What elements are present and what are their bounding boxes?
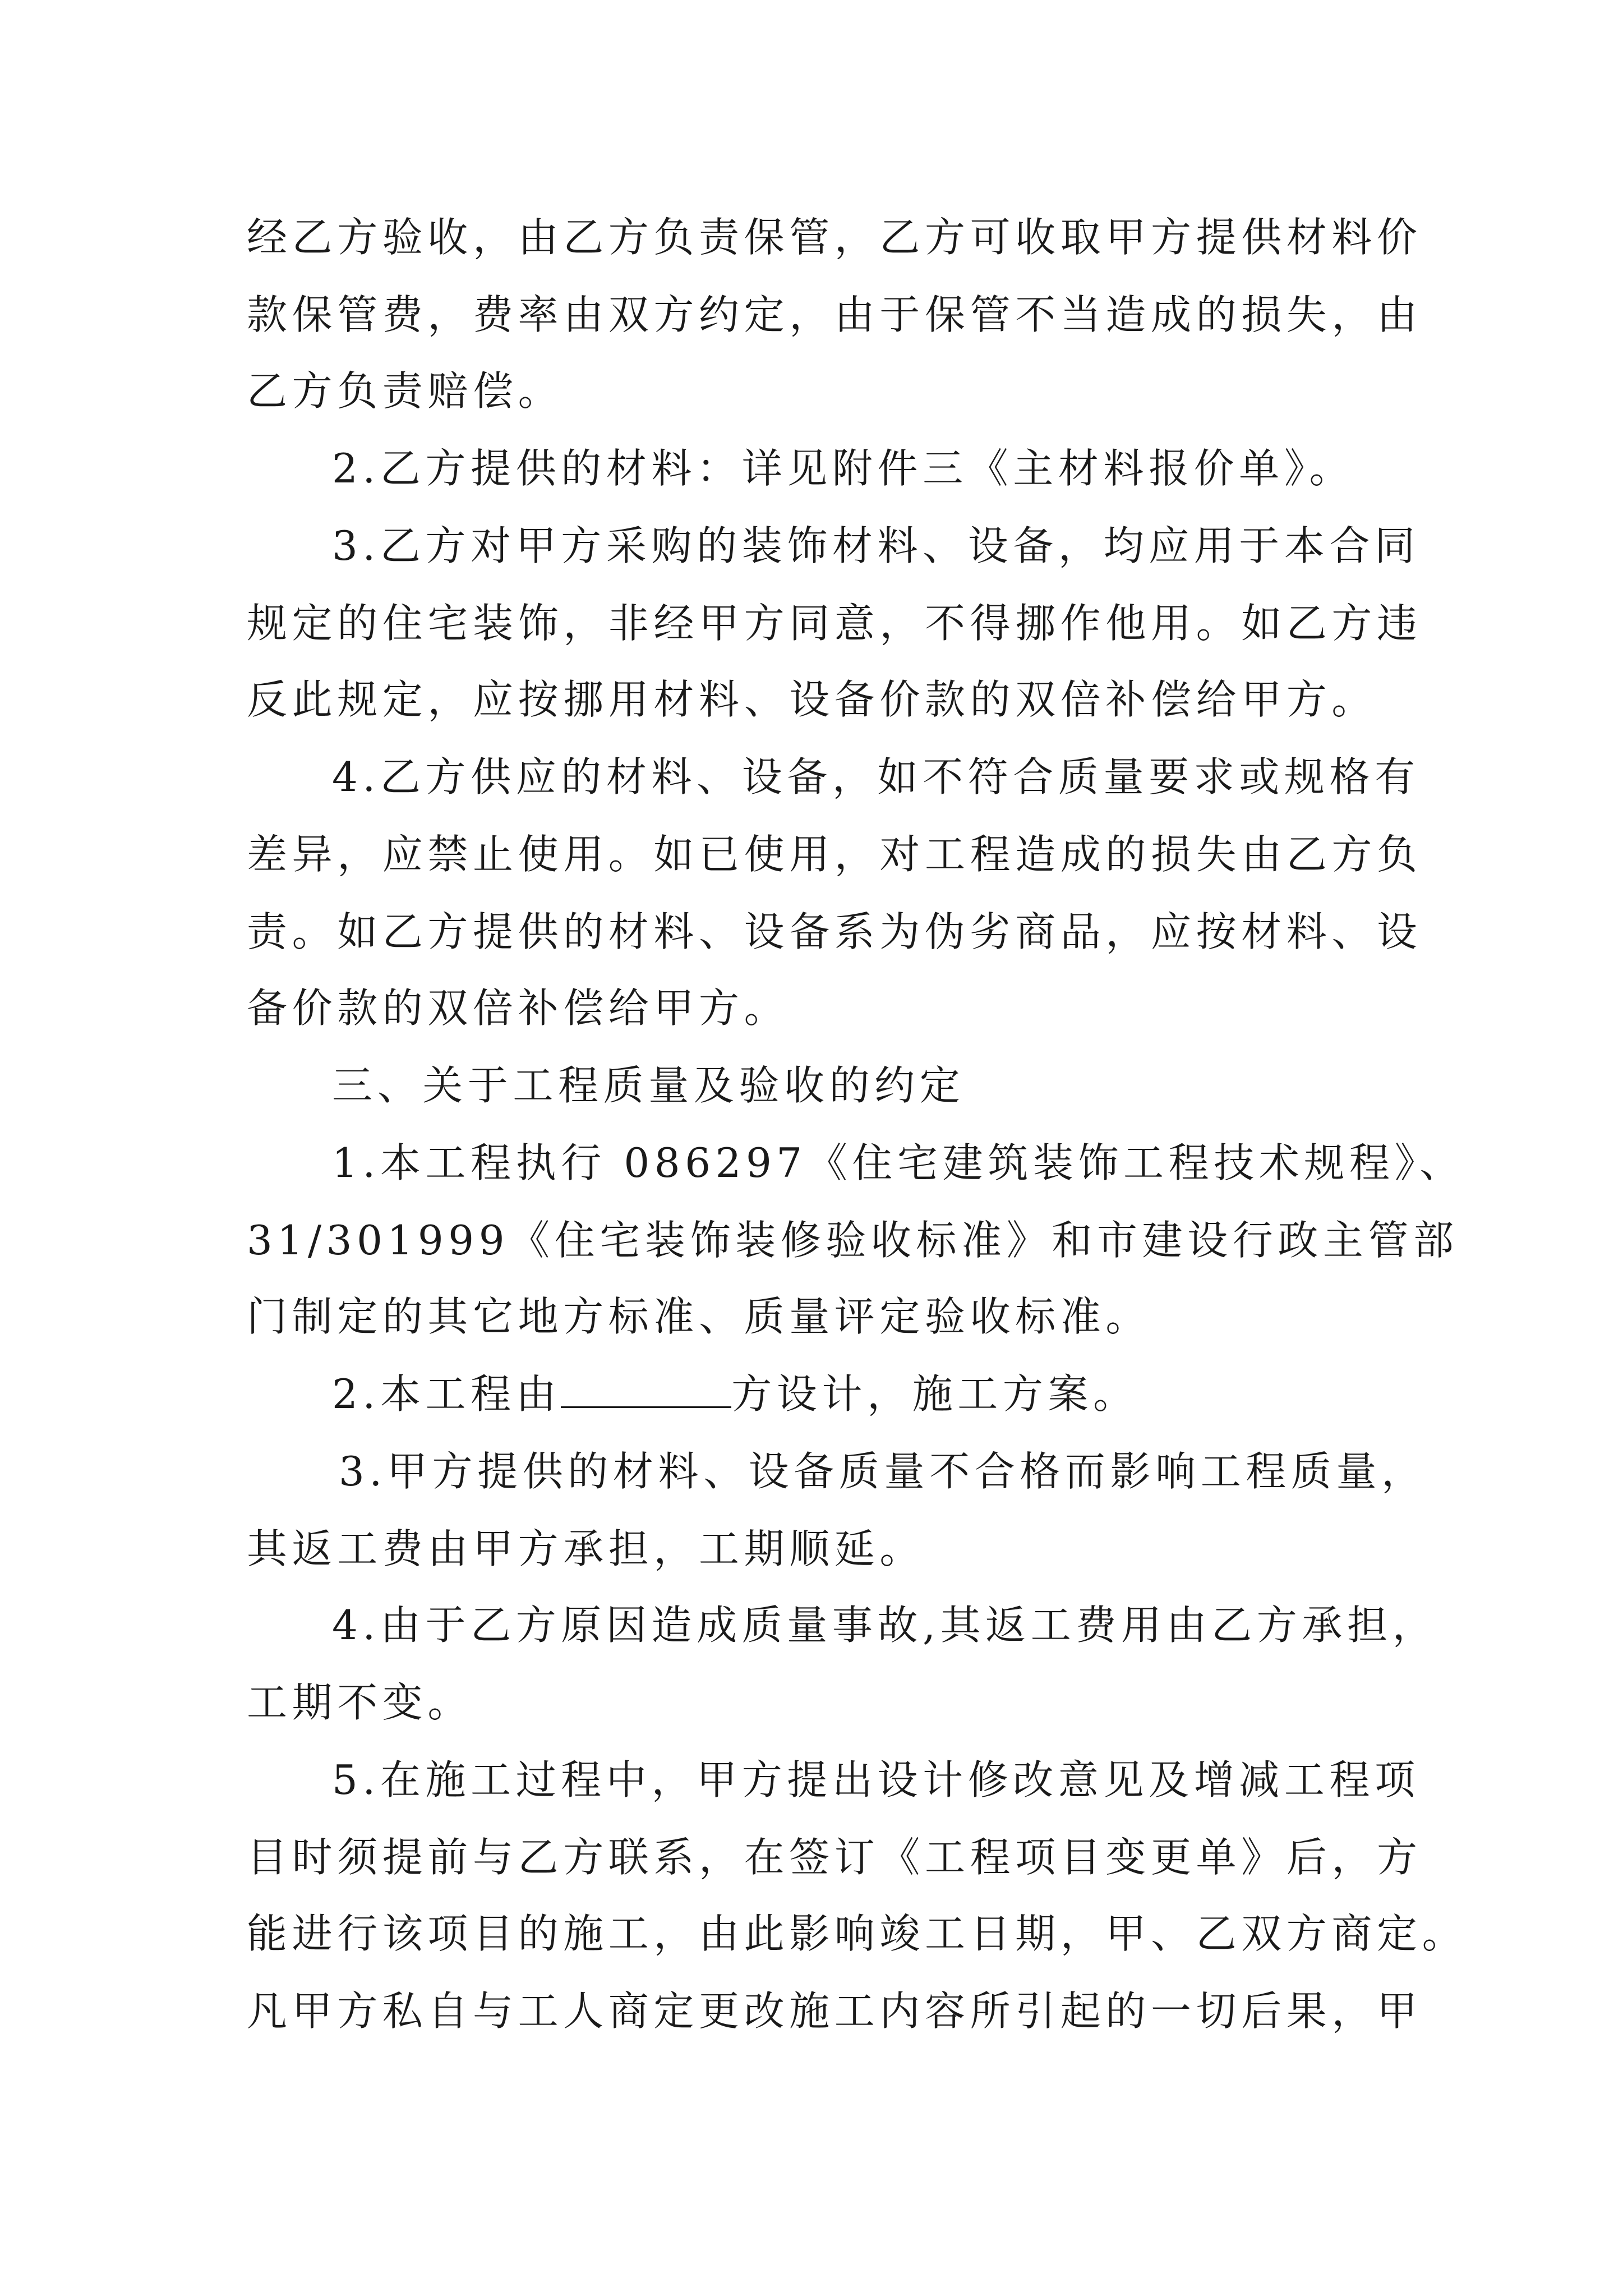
text-line: 能进行该项目的施工，由此影响竣工日期，甲、乙双方商定。	[247, 1910, 1468, 1957]
text-line: 2.乙方提供的材料：详见附件三《主材料报价单》。	[332, 445, 1355, 492]
text-line: 目时须提前与乙方联系，在签订《工程项目变更单》后，方	[247, 1834, 1422, 1881]
text-line: 3.甲方提供的材料、设备质量不合格而影响工程质量，	[339, 1448, 1427, 1495]
text-line: 31/301999《住宅装饰装修验收标准》和市建设行政主管部	[247, 1217, 1459, 1264]
blank-field[interactable]	[561, 1374, 731, 1408]
text-line: 反此规定，应按挪用材料、设备价款的双倍补偿给甲方。	[247, 676, 1377, 723]
text-line: 款保管费，费率由双方约定，由于保管不当造成的损失，由	[247, 291, 1422, 338]
text-line: 工期不变。	[247, 1679, 473, 1726]
text-line: 责。如乙方提供的材料、设备系为伪劣商品，应按材料、设	[247, 908, 1422, 955]
text-line: 乙方负责赔偿。	[247, 367, 564, 415]
text-line: 凡甲方私自与工人商定更改施工内容所引起的一切后果，甲	[247, 1987, 1422, 2035]
text-line: 差异，应禁止使用。如已使用，对工程造成的损失由乙方负	[247, 831, 1422, 878]
text-line: 1.本工程执行 086297《住宅建筑装饰工程技术规程》、	[332, 1139, 1465, 1186]
text-line: 规定的住宅装饰，非经甲方同意，不得挪作他用。如乙方违	[247, 600, 1422, 647]
section-heading: 三、关于工程质量及验收的约定	[332, 1062, 965, 1109]
text-line: 4.乙方供应的材料、设备，如不符合质量要求或规格有	[332, 753, 1420, 800]
text-line: 4.由于乙方原因造成质量事故,其返工费用由乙方承担，	[332, 1602, 1438, 1649]
text-segment: 2.本工程由	[332, 1370, 561, 1418]
text-line: 经乙方验收，由乙方负责保管，乙方可收取甲方提供材料价	[247, 214, 1422, 261]
text-line: 备价款的双倍补偿给甲方。	[247, 984, 790, 1032]
text-segment: 方设计，施工方案。	[731, 1370, 1138, 1418]
text-line: 门制定的其它地方标准、质量评定验收标准。	[247, 1293, 1151, 1340]
text-line: 其返工费由甲方承担，工期顺延。	[247, 1525, 925, 1572]
text-line: 5.在施工过程中，甲方提出设计修改意见及增减工程项	[332, 1756, 1420, 1803]
fill-in-line	[332, 1369, 1138, 1419]
text-line: 3.乙方对甲方采购的装饰材料、设备，均应用于本合同	[332, 522, 1420, 569]
